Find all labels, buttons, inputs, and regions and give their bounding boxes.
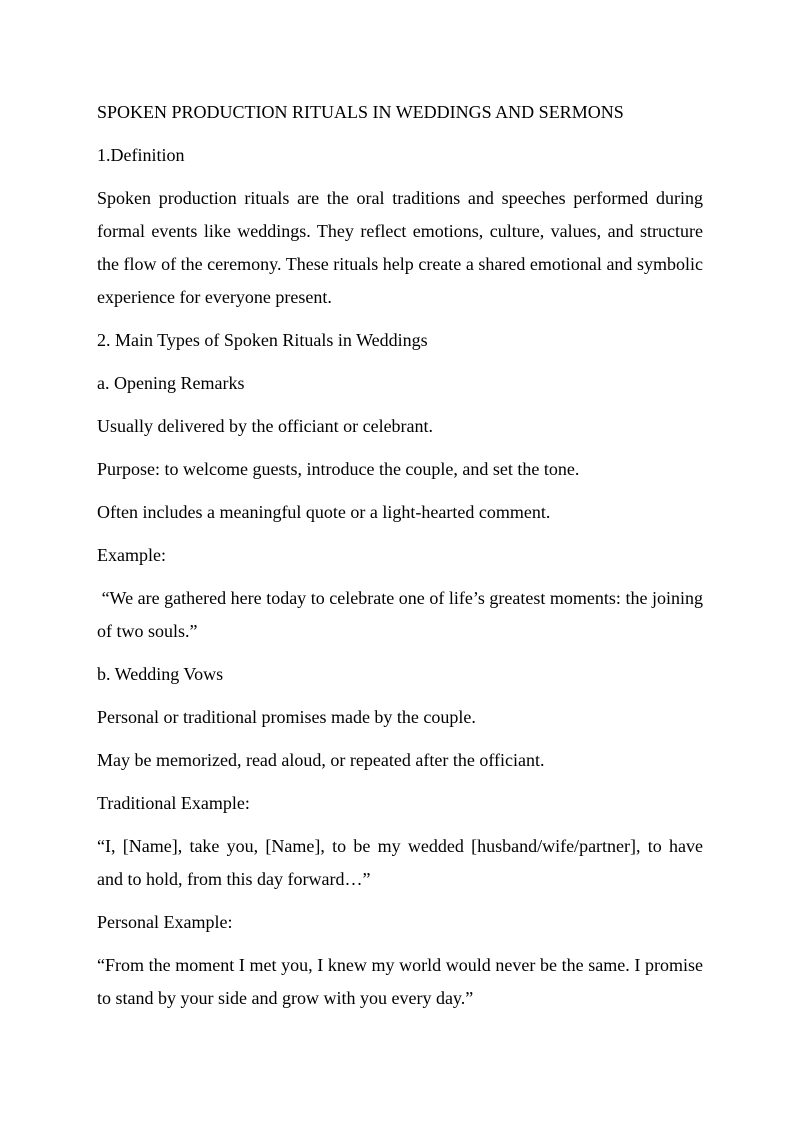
- opening-remarks-point-2: Purpose: to welcome guests, introduce the couple, and set the tone.: [97, 459, 580, 479]
- subheading-opening-remarks: a. Opening Remarks: [97, 373, 245, 393]
- document-title: SPOKEN PRODUCTION RITUALS IN WEDDINGS AND SERMONS: [97, 102, 624, 122]
- opening-remarks-point-1: Usually delivered by the officiant or celebrant.: [97, 416, 434, 436]
- wedding-vows-point-2: May be memorized, read aloud, or repeated after the officiant.: [97, 750, 545, 770]
- definition-paragraph: Spoken production rituals are the oral traditions and speeches performed during formal events like weddings. They reflect emotions, culture, values, and structure the flow of the ceremony. These rituals help create a shared emotional and symbolic experience for everyone present.: [97, 188, 703, 307]
- opening-remarks-point-3: Often includes a meaningful quote or a light-hearted comment.: [97, 502, 551, 522]
- traditional-example-label: Traditional Example:: [97, 793, 250, 813]
- personal-example-quote: “From the moment I met you, I knew my world would never be the same. I promise to stand by your side and grow with you every day.”: [97, 955, 703, 1008]
- example-label: Example:: [97, 545, 166, 565]
- document-body: [97, 96, 708, 1025]
- opening-remarks-example-quote: “We are gathered here today to celebrate one of life’s greatest moments: the joining of two souls.”: [97, 588, 708, 641]
- section-heading-definition: 1.Definition: [97, 145, 185, 165]
- section-heading-main-types: 2. Main Types of Spoken Rituals in Weddings: [97, 330, 428, 350]
- traditional-example-quote: “I, [Name], take you, [Name], to be my wedded [husband/wife/partner], to have and to hold, from this day forward…”: [97, 836, 703, 889]
- wedding-vows-point-1: Personal or traditional promises made by the couple.: [97, 707, 476, 727]
- personal-example-label: Personal Example:: [97, 912, 233, 932]
- subheading-wedding-vows: b. Wedding Vows: [97, 664, 224, 684]
